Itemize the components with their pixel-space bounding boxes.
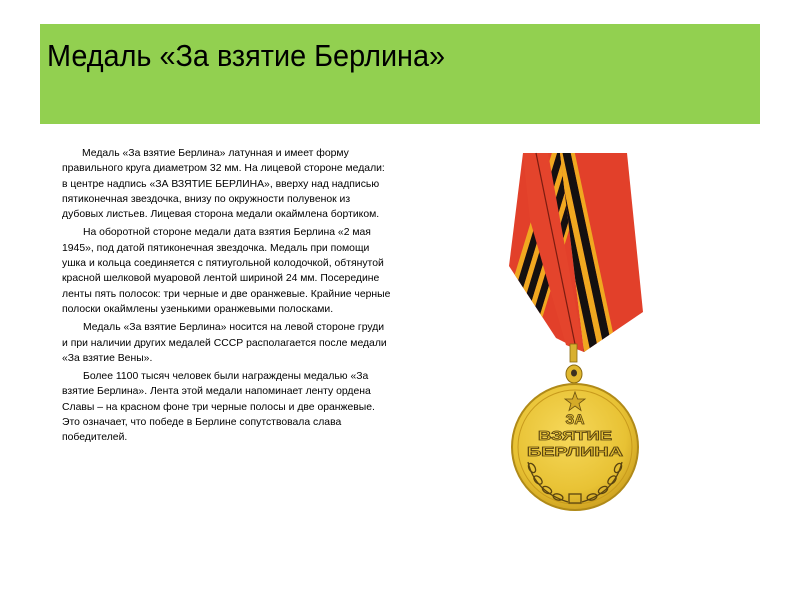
paragraph-wearing: Медаль «За взятие Берлина» носится на левой стороне груди и при наличии других медалей СССР располагается после медали «За взятие Вены». bbox=[62, 322, 387, 364]
paragraph-description: Медаль «За взятие Берлина» латунная и имеет форму правильного круга диаметром 32 мм. На лицевой стороне медали: в центре надпись «ЗА ВЗЯТИЕ БЕРЛИНА», вверху над надписью пятиконечная звездочка, внизу по окружности полувенок из дубовых листьев. Лицевая сторона медали окаймлена бортиком. bbox=[62, 148, 385, 221]
medal-inscription-line-3: БЕРЛИНА bbox=[527, 444, 624, 459]
medal-inscription-line-1: ЗА bbox=[565, 411, 585, 427]
slide-title: Медаль «За взятие Берлина» bbox=[47, 38, 446, 73]
paragraph-awarded: Более 1100 тысяч человек были награждены медалью «За взятие Берлина». Лента этой медали напоминает ленту ордена Славы – на красном фоне три черные полосы и две оранжевые. Это означает, что победе в Берлине сопутствовала слава победителей. bbox=[62, 371, 375, 444]
medal-disc bbox=[512, 384, 638, 510]
medal-image bbox=[490, 140, 670, 530]
medal-inscription-line-2: ВЗЯТИЕ bbox=[538, 428, 613, 443]
title-bar bbox=[40, 24, 760, 124]
body-text bbox=[62, 146, 392, 449]
paragraph-reverse-side: На оборотной стороне медали дата взятия Берлина «2 мая 1945», под датой пятиконечная звездочка. Медаль при помощи ушка и кольца соединяется с пятиугольной колодочкой, обтянутой красной шелковой муаровой лентой шириной 24 мм. Посередине ленты пять полосок: три черные и две оранжевые. Крайние черные полоски окаймлены узенькими оранжевыми полосками. bbox=[62, 227, 391, 315]
medal-illustration bbox=[490, 140, 670, 530]
